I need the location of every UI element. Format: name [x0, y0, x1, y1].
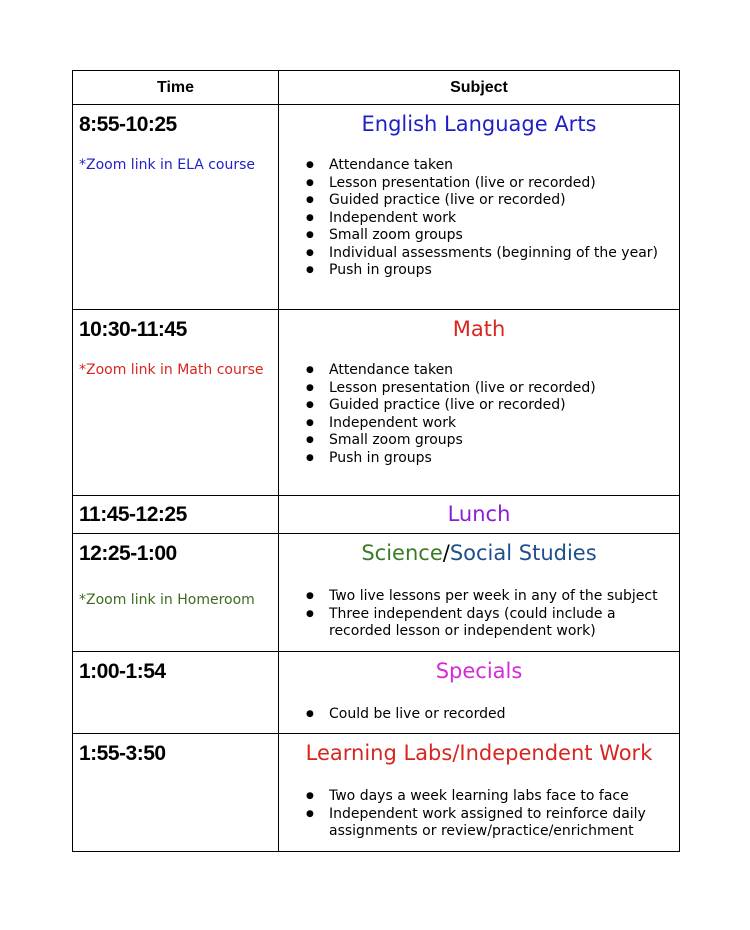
zoom-note: *Zoom link in ELA course [79, 157, 256, 173]
table-row [73, 734, 680, 852]
time-range: 1:00-1:54 [79, 660, 166, 683]
table-row [73, 496, 680, 534]
subject-cell [279, 734, 680, 852]
time-cell [73, 534, 279, 652]
subject-cell [279, 496, 680, 534]
list-item: ● Two days a week learning labs face to face [329, 788, 679, 806]
list-item: ● Independent work [329, 415, 679, 433]
activity-list [279, 362, 679, 467]
activity-list [279, 706, 679, 724]
table-row [73, 534, 680, 652]
list-item: ● Could be live or recorded [329, 706, 679, 724]
table-row [73, 105, 680, 310]
subject-separator: / [442, 541, 450, 565]
time-cell [73, 310, 279, 496]
list-item: ● Guided practice (live or recorded) [329, 192, 679, 210]
list-item: ● Push in groups [329, 450, 679, 468]
subject-title: Learning Labs/Independent Work [305, 741, 653, 765]
header-row [73, 71, 680, 105]
time-range: 1:55-3:50 [79, 742, 166, 765]
list-item: ● Three independent days (could include a recorded lesson or independent work) [329, 606, 679, 641]
list-item: ● Lesson presentation (live or recorded) [329, 380, 679, 398]
list-item: ● Small zoom groups [329, 432, 679, 450]
list-item: ● Two live lessons per week in any of the subject [329, 588, 679, 606]
table-row [73, 652, 680, 734]
time-range: 8:55-10:25 [79, 113, 177, 136]
list-item: ● Attendance taken [329, 362, 679, 380]
list-item: ● Independent work [329, 210, 679, 228]
activity-list [279, 157, 679, 280]
time-cell [73, 734, 279, 852]
list-item: ● Guided practice (live or recorded) [329, 397, 679, 415]
time-range: 10:30-11:45 [79, 318, 187, 341]
subject-social-studies: Social Studies [449, 541, 597, 565]
zoom-note: *Zoom link in Homeroom [79, 592, 255, 608]
zoom-note: *Zoom link in Math course [79, 362, 264, 378]
subject-title: Specials [435, 659, 523, 683]
time-cell [73, 105, 279, 310]
schedule-table [72, 70, 680, 852]
time-range: 11:45-12:25 [79, 503, 187, 526]
header-time: Time [73, 71, 279, 105]
time-range: 12:25-1:00 [79, 542, 177, 565]
header-subject: Subject [279, 71, 680, 105]
subject-title: Math [452, 317, 506, 341]
subject-cell [279, 310, 680, 496]
list-item: ● Attendance taken [329, 157, 679, 175]
list-item: ● Small zoom groups [329, 227, 679, 245]
subject-cell [279, 534, 680, 652]
time-cell [73, 652, 279, 734]
list-item: ● Independent work assigned to reinforce daily assignments or review/practice/enrichment [329, 806, 679, 841]
list-item: ● Push in groups [329, 262, 679, 280]
activity-list [279, 588, 679, 641]
subject-cell [279, 652, 680, 734]
time-cell [73, 496, 279, 534]
activity-list [279, 788, 679, 841]
subject-cell [279, 105, 680, 310]
subject-title [279, 534, 679, 566]
subject-title: English Language Arts [361, 112, 597, 136]
list-item: ● Individual assessments (beginning of the year) [329, 245, 679, 263]
list-item: ● Lesson presentation (live or recorded) [329, 175, 679, 193]
subject-science: Science [361, 541, 443, 565]
table-row [73, 310, 680, 496]
subject-title: Lunch [447, 502, 511, 526]
